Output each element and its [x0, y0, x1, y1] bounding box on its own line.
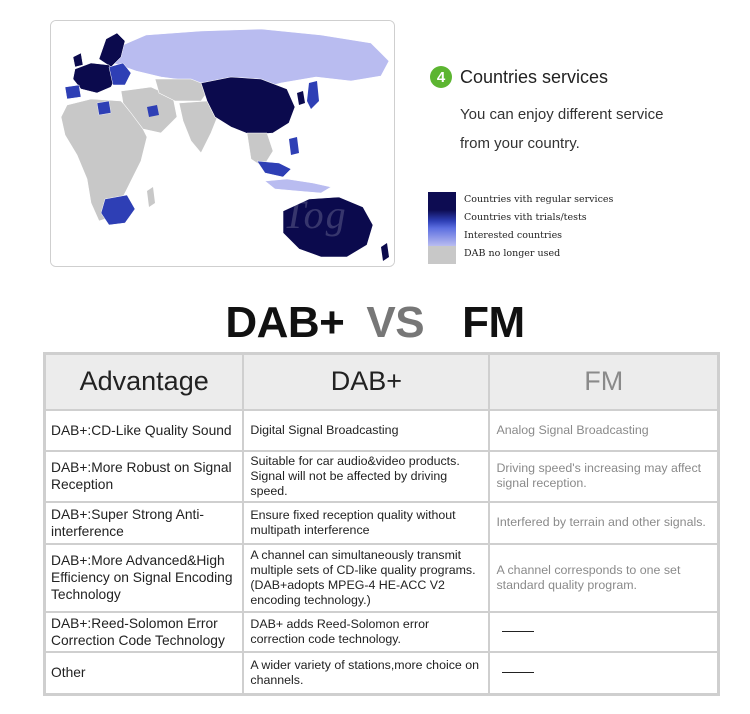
table-header-row	[45, 354, 719, 410]
number-badge: 4	[430, 66, 452, 88]
cell-dab: Ensure fixed reception quality without multipath interference	[243, 502, 489, 544]
map-gulf	[147, 105, 159, 117]
headline-vs: VS	[366, 298, 425, 347]
headline-dab: DAB+	[225, 298, 345, 347]
services-description-line-1: You can enjoy different service	[460, 106, 664, 123]
cell-fm: Interfered by terrain and other signals.	[489, 502, 718, 544]
table-row	[45, 451, 719, 502]
legend-swatch-interested	[428, 228, 456, 246]
map-iberia	[65, 85, 81, 99]
dash-mark	[502, 672, 534, 673]
legend-label-trials: Countries vith trials/tests	[464, 212, 587, 223]
header-advantage: Advantage	[45, 354, 244, 410]
headline-fm: FM	[462, 298, 525, 347]
legend-labels	[464, 194, 664, 266]
header-dab: DAB+	[243, 354, 489, 410]
legend-swatch-trials	[428, 210, 456, 228]
world-map-card	[50, 20, 395, 267]
services-description	[460, 100, 720, 158]
legend-label-interested: Interested countries	[464, 230, 563, 241]
cell-advantage: DAB+:Reed-Solomon Error Correction Code Technology	[45, 612, 244, 652]
cell-dab: Suitable for car audio&video products. Signal will not be affected by driving speed.	[243, 451, 489, 502]
legend-label-no-longer: DAB no longer used	[464, 248, 561, 259]
cell-dab: DAB+ adds Reed-Solomon error correction code technology.	[243, 612, 489, 652]
table-row	[45, 502, 719, 544]
table-row	[45, 612, 719, 652]
cell-fm: Analog Signal Broadcasting	[489, 410, 718, 451]
legend-swatch-no-longer	[428, 246, 456, 264]
cell-fm-empty	[489, 652, 718, 695]
dash-mark	[502, 631, 534, 632]
legend-swatch-regular	[428, 192, 456, 210]
cell-fm-empty	[489, 612, 718, 652]
legend-label-regular: Countries vith regular services	[464, 194, 614, 205]
legend-swatch-column	[428, 192, 456, 264]
cell-advantage: Other	[45, 652, 244, 695]
services-header	[430, 66, 608, 88]
map-north-africa	[97, 101, 111, 115]
cell-fm: Driving speed's increasing may affect signal reception.	[489, 451, 718, 502]
cell-advantage: DAB+:More Advanced&High Efficiency on Signal Encoding Technology	[45, 544, 244, 612]
cell-dab: Digital Signal Broadcasting	[243, 410, 489, 451]
comparison-table	[43, 352, 720, 696]
map-watermark: Tog	[283, 192, 348, 237]
cell-dab: A channel can simultaneously transmit multiple sets of CD-like quality programs.(DAB+adopts MPEG-4 HE-ACC V2 encoding technology.)	[243, 544, 489, 612]
table-row	[45, 410, 719, 451]
table-row	[45, 652, 719, 695]
table-row	[45, 544, 719, 612]
cell-fm: A channel corresponds to one set standard quality program.	[489, 544, 718, 612]
cell-dab: A wider variety of stations,more choice on channels.	[243, 652, 489, 695]
cell-advantage: DAB+:CD-Like Quality Sound	[45, 410, 244, 451]
cell-advantage: DAB+:More Robust on Signal Reception	[45, 451, 244, 502]
comparison-headline	[0, 298, 750, 348]
services-title: Countries services	[460, 66, 609, 87]
cell-advantage: DAB+:Super Strong Anti-interference	[45, 502, 244, 544]
header-fm: FM	[489, 354, 718, 410]
services-description-line-2: from your country.	[460, 135, 580, 152]
